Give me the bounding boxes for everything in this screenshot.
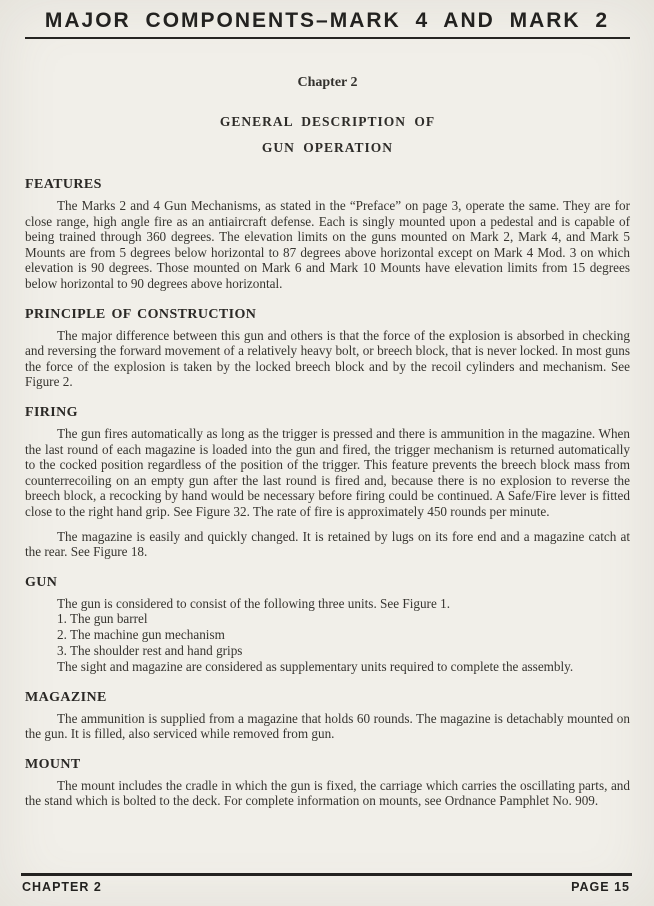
section-principle-of-construction <box>25 307 630 390</box>
section-heading-features: FEATURES <box>25 177 102 192</box>
section-heading-mount: MOUNT <box>25 756 81 772</box>
gun-intro-line: The gun is considered to consist of the following three units. See Figure 1. <box>57 595 450 611</box>
section-features <box>25 177 630 292</box>
footer-page-number: PAGE 15 <box>571 880 630 894</box>
page-footer <box>0 873 654 906</box>
section-magazine <box>25 690 630 742</box>
section-mount <box>25 757 630 809</box>
section-firing <box>25 405 630 560</box>
section-gun <box>25 575 630 675</box>
section-heading-principle: PRINCIPLE OF CONSTRUCTION <box>25 306 257 322</box>
page-header <box>0 0 654 39</box>
page-body <box>0 75 654 809</box>
gun-list-item-2: 2. The machine gun mechanism <box>57 627 225 643</box>
title-rule <box>25 37 630 39</box>
gun-list-item-1: 1. The gun barrel <box>57 611 148 627</box>
gun-outro-line: The sight and magazine are considered as supplementary units required to complete the assembly. <box>57 658 574 674</box>
footer-row <box>0 876 654 894</box>
subtitle-line-1: GENERAL DESCRIPTION OF <box>219 114 436 129</box>
chapter-label: Chapter 2 <box>297 75 358 90</box>
mount-paragraph: The mount includes the cradle in which the gun is fixed, the carriage which carries the oscillating parts, and the stand which is bolted to the deck. For complete information on mounts, see Ordnance Pamphlet No. 909. <box>25 777 630 809</box>
gun-list-item-3: 3. The shoulder rest and hand grips <box>57 643 243 659</box>
page-title: MAJOR COMPONENTS–MARK 4 AND MARK 2 <box>44 9 610 32</box>
subtitle-line-2: GUN OPERATION <box>261 140 394 155</box>
magazine-paragraph: The ammunition is supplied from a magazine that holds 60 rounds. The magazine is detachably mounted on the gun. It is filled, also serviced while removed from gun. <box>25 710 630 742</box>
principle-paragraph: The major difference between this gun and others is that the force of the explosion is absorbed in checking and reversing the forward movement of a relatively heavy bolt, or breech block, that is never locked. In most guns the force of the explosion is taken by the locked breech block and by the recoil cylinders and mechanism. See Figure 2. <box>25 327 630 390</box>
firing-paragraph-2: The magazine is easily and quickly changed. It is retained by lugs on its fore end and a magazine catch at the rear. See Figure 18. <box>25 528 630 560</box>
footer-chapter-label: CHAPTER 2 <box>22 880 102 894</box>
section-heading-firing: FIRING <box>25 404 78 420</box>
section-heading-gun: GUN <box>25 574 58 590</box>
firing-paragraph-1: The gun fires automatically as long as the trigger is pressed and there is ammunition in the magazine. When the last round of each magazine is loaded into the gun and fired, the trigger mechanism is returned automatically to the cocked position regardless of the position of the trigger. This feature prevents the breech block mass from counterrecoiling on an empty gun after the last round is fired and, because there is no explosion to reverse the breech block, a recocking by hand would be necessary before firing could be continued. A Safe/Fire lever is fitted close to the right hand grip. See Figure 32. The rate of fire is approximately 450 rounds per minute. <box>25 425 630 519</box>
section-heading-magazine: MAGAZINE <box>25 689 107 705</box>
features-paragraph: The Marks 2 and 4 Gun Mechanisms, as stated in the “Preface” on page 3, operate the same. They are for close range, high angle fire as an antiaircraft defense. Each is singly mounted upon a pedestal and is capable of being trained through 360 degrees. The elevation limits on the guns mounted on Mark 2, Mark 4, and Mark 5 Mounts are from 5 degrees below horizontal to 87 degrees above horizontal except on Mark 4 Mod. 3 on which elevation is 90 degrees. Those mounted on Mark 6 and Mark 10 Mounts have elevation limits from 15 degrees below horizontal to 90 degrees above horizontal. <box>25 198 630 291</box>
